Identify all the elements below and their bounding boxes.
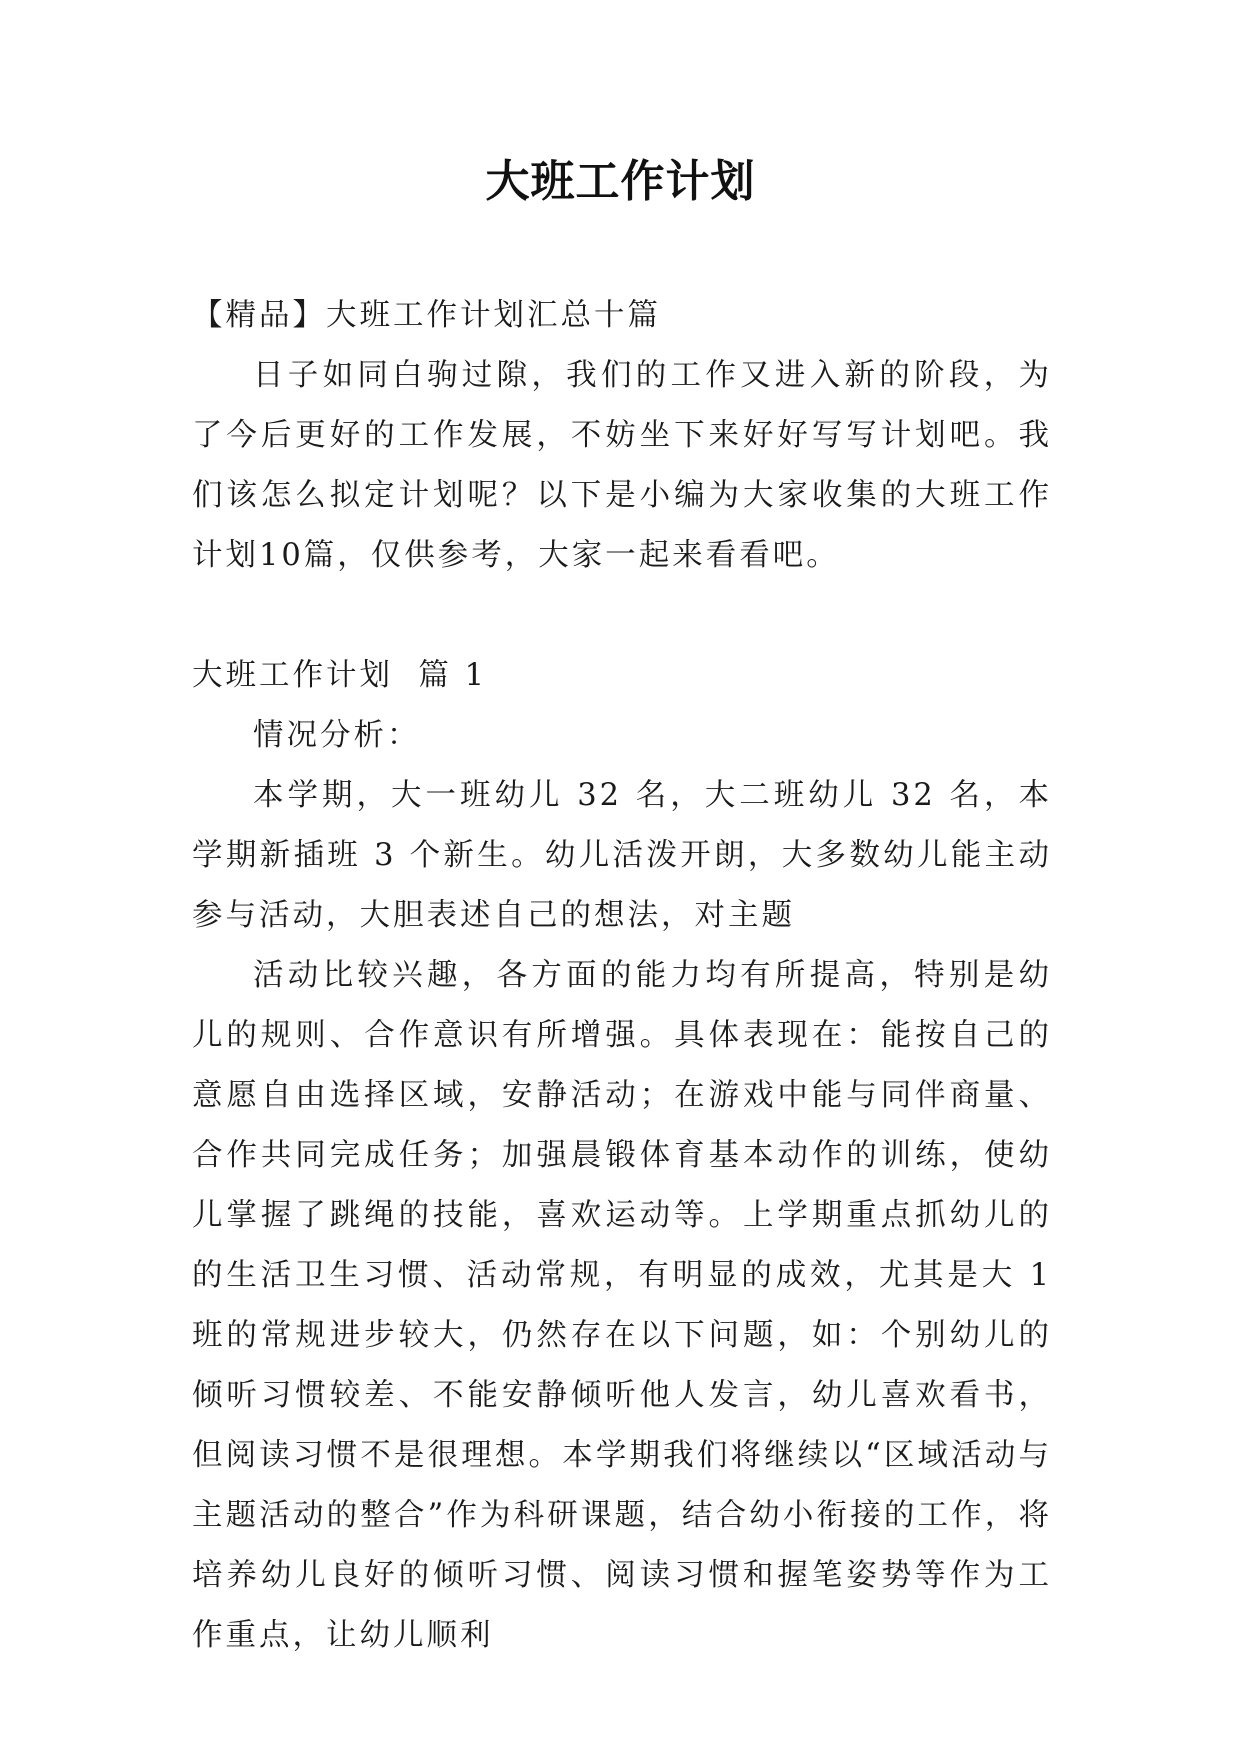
intro-paragraph: 日子如同白驹过隙，我们的工作又进入新的阶段，为了今后更好的工作发展，不妨坐下来好好写写计划吧。我们该怎么拟定计划呢？以下是小编为大家收集的大班工作计划10篇，仅供参考，大家一起来看看吧。	[192, 358, 1052, 573]
section-heading: 大班工作计划 篇 1	[192, 658, 487, 693]
situation-label: 情况分析：	[253, 718, 421, 753]
document-title: 大班工作计划	[485, 156, 756, 207]
paragraph-2: 活动比较兴趣，各方面的能力均有所提高，特别是幼儿的规则、合作意识有所增强。具体表现在：能按自己的意愿自由选择区域，安静活动；在游戏中能与同伴商量、合作共同完成任务；加强晨锻体育基本动作的训练，使幼儿掌握了跳绳的技能，喜欢运动等。上学期重点抓幼儿的的生活卫生习惯、活动常规，有明显的成效，尤其是大 1 班的常规进步较大，仍然存在以下问题，如：个别幼儿的倾听习惯较差、不能安静倾听他人发言，幼儿喜欢看书，但阅读习惯不是很理想。本学期我们将继续以“区域活动与主题活动的整合”作为科研课题，结合幼小衔接的工作，将培养幼儿良好的倾听习惯、阅读习惯和握笔姿势等作为工作重点，让幼儿顺利	[192, 958, 1052, 1653]
paragraph-1: 本学期，大一班幼儿 32 名，大二班幼儿 32 名，本学期新插班 3 个新生。幼儿活泼开朗，大多数幼儿能主动参与活动，大胆表述自己的想法，对主题	[192, 778, 1052, 933]
document-subtitle: 【精品】大班工作计划汇总十篇	[192, 298, 661, 333]
document-body	[192, 286, 1052, 1666]
